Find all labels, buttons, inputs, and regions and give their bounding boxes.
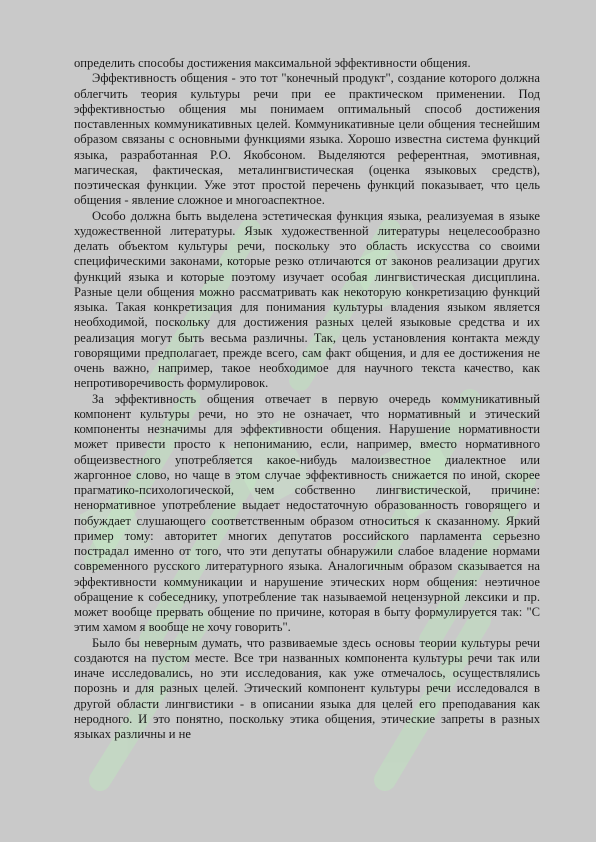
paragraph: определить способы достижения максимальной эффективности общения. xyxy=(74,56,471,70)
body-text xyxy=(74,56,540,742)
paragraph: Было бы неверным думать, что развиваемые здесь основы теории культуры речи создаются на пустом месте. Все три названных компонента культуры речи так или иначе исследовались, но эти исследования, как уже отмечалось, осуществлялись порознь и для разных целей. Этический компонент культуры речи исследовался в другой области лингвистики - в описании языка для целей его преподавания как неродного. И это понятно, поскольку этика общения, этические запреты в разных языках различны и не xyxy=(74,635,540,741)
paragraph: За эффективность общения отвечает в первую очередь коммуникативный компонент культуры речи, но это не означает, что нормативный и этический компоненты незначимы для эффективности общения. Нарушение нормативности может привести просто к непониманию, если, например, вместо нормативного общеизвестного употребляется какое-нибудь малоизвестное диалектное или жаргонное слово, но чаще в этом случае эффективность снижается по иной, скорее прагматико-психологической, чем собственно лингвистической, причине: ненормативное употребление выдает недостаточную образованность говорящего и побуждает слушающего соответственным образом относиться к сказанному. Яркий пример тому: авторитет многих депутатов российского парламента серьезно пострадал именно от того, что эти депутаты обнаружили слабое владение нормами современного русского литературного языка. Аналогичным образом сказывается на эффективности коммуникации и нарушение этических норм общения: неэтичное обращение к собеседнику, употребление так называемой нецензурной лексики и пр. может вообще прервать общение по причине, которая в быту формулируется так: "С этим хамом я вообще не хочу говорить". xyxy=(74,391,540,635)
paragraph: Особо должна быть выделена эстетическая функция языка, реализуемая в языке художественной литературы. Язык художественной литературы нецелесообразно делать объектом культуры речи, поскольку это область искусства со своими специфическими законами, которые резко отличаются от законов реализации других функций языка и которые поэтому изучает особая лингвистическая дисциплина. Разные цели общения можно рассматривать как некоторую конкретизацию функций языка. Такая конкретизация для понимания культуры владения языком является необходимой, поскольку для достижения разных целей языковые средства и их реализация могут быть весьма различны. Так, цель установления контакта между говорящими предполагает, прежде всего, сам факт общения, и для ее достижения не очень важно, например, такое необходимое для научного текста качество, как непротиворечивость формулировок. xyxy=(74,208,540,391)
paragraph: Эффективность общения - это тот "конечный продукт", создание которого должна облегчить теория культуры речи при ее практическом применении. Под эффективностью общения мы понимаем оптимальный способ достижения поставленных коммуникативных целей. Коммуникативные цели общения теснейшим образом связаны с основными функциями языка. Хорошо известна система функций языка, разработанная Р.О. Якобсоном. Выделяются референтная, эмотивная, магическая, фактическая, металингвистическая (оценка языковых средств), поэтическая функции. Уже этот простой перечень функций показывает, что цель общения - явление сложное и многоаспектное. xyxy=(74,71,540,208)
